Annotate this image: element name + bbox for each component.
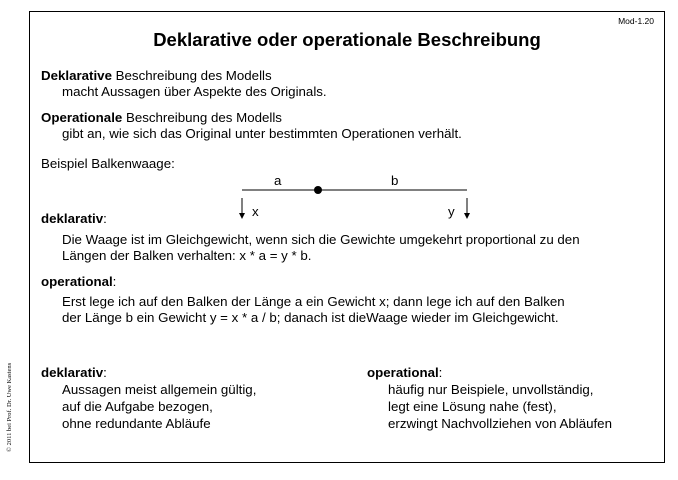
deklarative-detail: macht Aussagen über Aspekte des Originals. (62, 84, 327, 99)
label-a: a (274, 173, 282, 188)
compare-right-item: legt eine Lösung nahe (fest), (388, 399, 557, 414)
deklarativ-heading (41, 211, 107, 226)
slide-id: Mod-1.20 (618, 16, 654, 26)
deklarativ-colon: : (103, 211, 107, 226)
balance-pivot (314, 186, 322, 194)
label-y: y (448, 204, 455, 219)
weight-x-arrowhead (239, 213, 245, 219)
compare-left-heading (41, 365, 107, 380)
compare-left-term: deklarativ (41, 365, 104, 380)
example-heading: Beispiel Balkenwaage: (41, 156, 175, 171)
compare-right-item: erzwingt Nachvollziehen von Abläufen (388, 416, 612, 431)
deklarativ-line-1: Die Waage ist im Gleichgewicht, wenn sich die Gewichte umgekehrt proportional zu den (62, 232, 580, 247)
operationale-term: Operationale (41, 110, 123, 125)
label-b: b (391, 173, 399, 188)
operationale-detail: gibt an, wie sich das Original unter bestimmten Operationen verhält. (62, 126, 462, 141)
compare-left-colon: : (103, 365, 107, 380)
compare-right-term: operational (367, 365, 439, 380)
deklarativ-line-2: Längen der Balken verhalten: x * a = y * b. (62, 248, 312, 263)
balance-diagram (30, 12, 666, 232)
compare-right-colon: : (438, 365, 443, 380)
deklarative-rest: Beschreibung des Modells (111, 68, 272, 83)
operational-heading (41, 274, 116, 289)
slide-title: Deklarative oder operationale Beschreibung (153, 29, 541, 50)
label-x: x (252, 204, 259, 219)
slide (29, 11, 665, 463)
operational-line-1: Erst lege ich auf den Balken der Länge a ein Gewicht x; dann lege ich auf den Balken (62, 294, 565, 309)
compare-left-item: ohne redundante Abläufe (62, 416, 211, 431)
compare-right-heading (367, 365, 442, 380)
copyright-note: © 2011 bei Prof. Dr. Uwe Kastens (6, 362, 13, 452)
operationale-rest: Beschreibung des Modells (122, 110, 282, 125)
weight-y-arrowhead (464, 213, 470, 219)
compare-left-item: auf die Aufgabe bezogen, (62, 399, 213, 414)
operational-line-2: der Länge b ein Gewicht y = x * a / b; danach ist dieWaage wieder im Gleichgewicht. (62, 310, 559, 325)
operational-colon: : (112, 274, 117, 289)
deklarativ-term: deklarativ (41, 211, 104, 226)
compare-left-item: Aussagen meist allgemein gültig, (62, 382, 257, 397)
operational-term: operational (41, 274, 113, 289)
deklarative-term: Deklarative (41, 68, 112, 83)
compare-right-item: häufig nur Beispiele, unvollständig, (388, 382, 594, 397)
